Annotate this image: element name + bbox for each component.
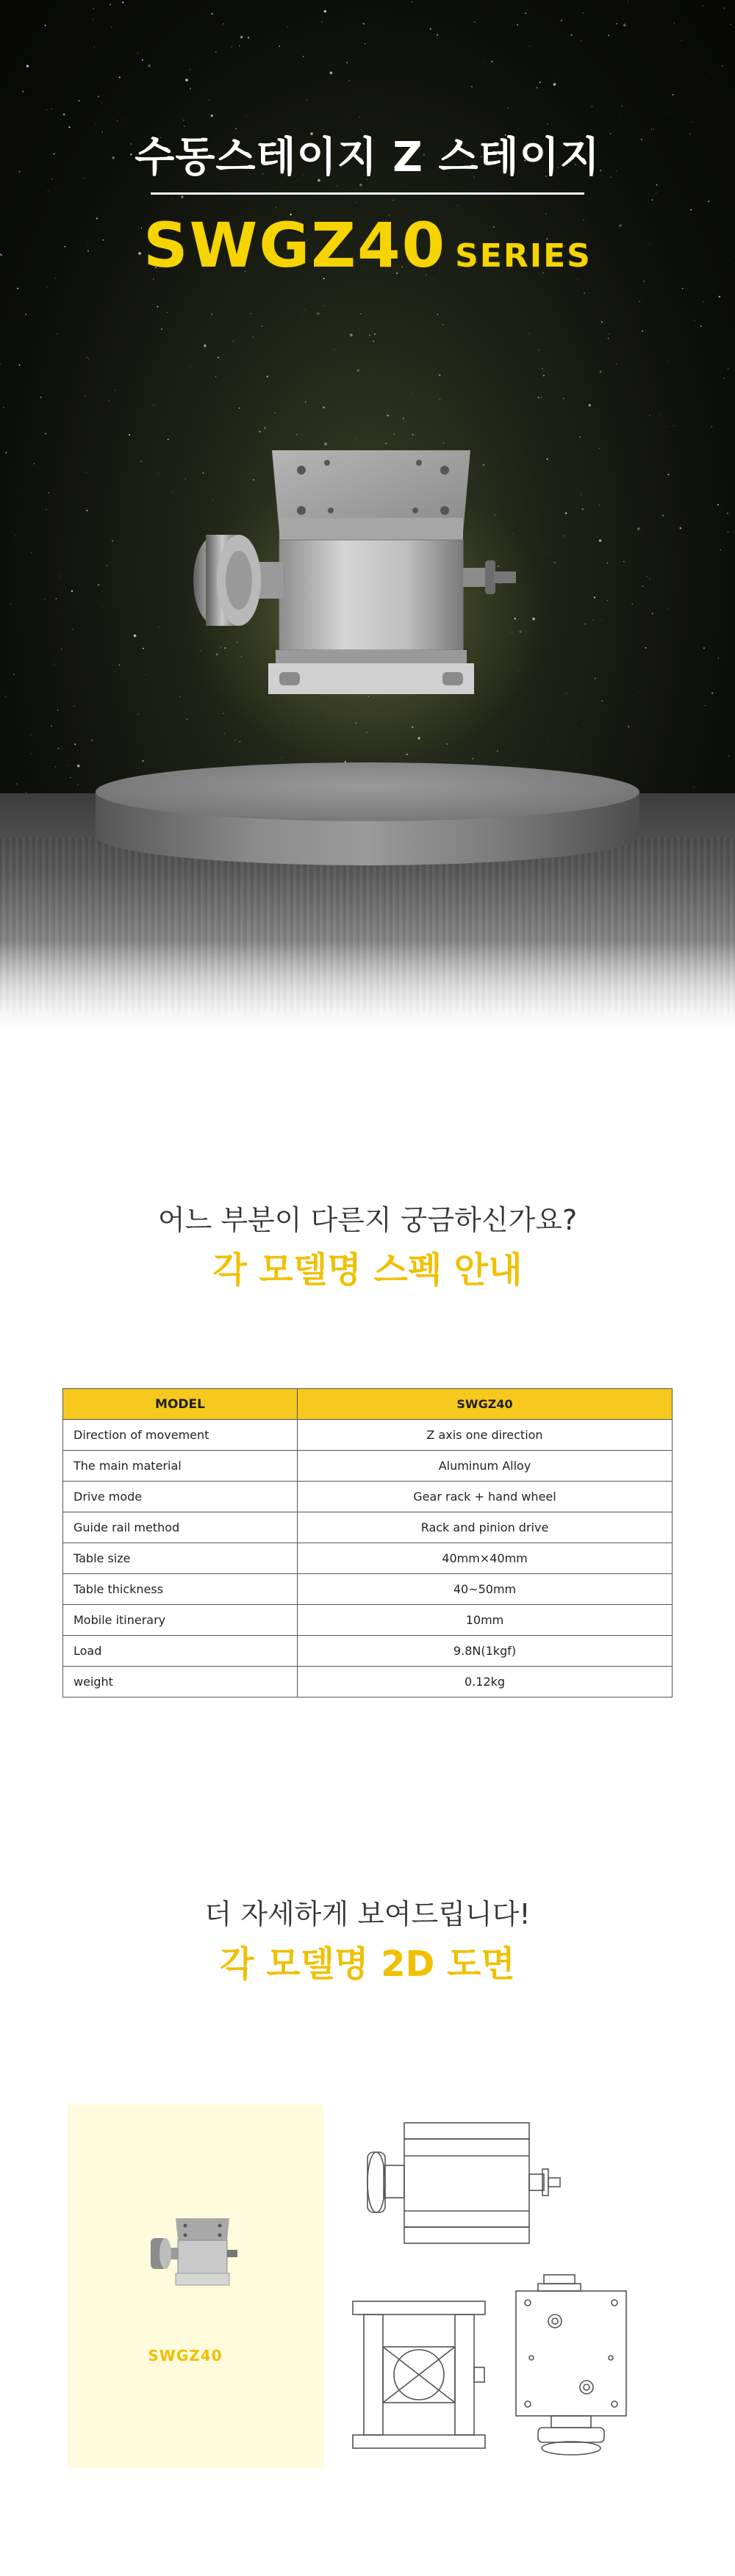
hero-title: 수동스테이지 Z 스테이지 (135, 134, 600, 181)
model-code: SWGZ40 (143, 209, 447, 281)
star (79, 100, 80, 101)
star (601, 700, 603, 701)
star (554, 562, 556, 563)
star (579, 436, 581, 438)
star (601, 322, 603, 323)
star (683, 310, 684, 311)
spec-key: Table thickness (63, 1574, 298, 1605)
spec-key: The main material (63, 1451, 298, 1482)
star (54, 766, 55, 767)
star (301, 312, 302, 313)
star (91, 740, 93, 741)
star (172, 198, 173, 199)
star (668, 608, 669, 609)
star (98, 584, 99, 585)
star (142, 59, 143, 61)
star (138, 714, 139, 715)
spec-value: 9.8N(1kgf) (298, 1636, 673, 1667)
star (240, 36, 243, 39)
star (114, 483, 115, 484)
star (656, 192, 657, 193)
star (553, 83, 556, 86)
star (711, 426, 712, 427)
table-row (63, 1667, 673, 1698)
star (720, 549, 722, 551)
star (728, 532, 729, 533)
star (711, 692, 713, 693)
spec-table-header-row (63, 1389, 673, 1420)
star (359, 117, 360, 118)
star (142, 760, 143, 762)
star (248, 37, 249, 38)
star (595, 627, 596, 628)
star (303, 56, 304, 57)
star (682, 288, 684, 289)
star (190, 88, 191, 90)
star (74, 706, 75, 707)
star (88, 358, 89, 359)
star (20, 491, 21, 492)
star (211, 13, 212, 15)
star (77, 765, 80, 768)
star (625, 23, 626, 24)
star (204, 344, 207, 347)
star (242, 91, 243, 92)
star (279, 46, 280, 47)
series-label: SERIES (455, 237, 592, 275)
star (61, 649, 62, 650)
star (31, 552, 32, 553)
star (373, 341, 374, 342)
front-view-drawing (353, 2301, 485, 2448)
spec-table (62, 1388, 673, 1698)
star (471, 86, 473, 87)
star (330, 71, 333, 74)
star (264, 62, 265, 63)
star (109, 400, 110, 401)
star (571, 35, 573, 36)
star (714, 67, 715, 68)
star (718, 657, 720, 659)
ground-fade (0, 940, 735, 1043)
star (195, 58, 196, 59)
star (239, 408, 240, 409)
star (652, 613, 653, 614)
star (728, 368, 729, 369)
star (565, 513, 567, 514)
star (540, 397, 542, 398)
star (491, 61, 492, 62)
star (183, 120, 184, 121)
spec-question: 어느 부분이 다른지 궁금하신가요? (157, 1204, 578, 1236)
star (442, 324, 444, 325)
star (10, 604, 11, 605)
star (595, 678, 596, 679)
star (157, 306, 158, 307)
star (539, 82, 541, 83)
star (13, 674, 15, 675)
star (674, 23, 675, 24)
star (22, 90, 24, 92)
top-view-drawing (516, 2275, 626, 2455)
star (508, 107, 509, 109)
table-row (63, 1574, 673, 1605)
star (346, 62, 348, 63)
star (275, 412, 276, 413)
star (564, 535, 565, 537)
star (134, 635, 137, 638)
star (623, 561, 625, 563)
star (719, 296, 720, 297)
star (57, 333, 58, 334)
star (652, 199, 653, 201)
star (60, 576, 61, 577)
spec-value: Gear rack + hand wheel (298, 1482, 673, 1512)
star (403, 418, 404, 419)
star (592, 620, 594, 621)
star (722, 65, 723, 66)
star (474, 22, 475, 23)
side-view-drawing (368, 2123, 560, 2243)
star (209, 99, 210, 101)
star (66, 419, 67, 420)
star (323, 407, 324, 408)
star (579, 753, 580, 754)
star (40, 397, 42, 398)
drawing-heading: 각 모델명 2D 도면 (220, 1944, 515, 1985)
star (723, 378, 724, 379)
star (623, 24, 626, 27)
table-row (63, 1605, 673, 1636)
star (129, 434, 130, 436)
table-row (63, 1636, 673, 1667)
star (74, 743, 76, 745)
star (609, 333, 610, 335)
star (363, 23, 365, 24)
star (647, 576, 648, 577)
spec-key: Guide rail method (63, 1512, 298, 1543)
star (616, 24, 617, 25)
star (645, 647, 647, 649)
spec-key: Drive mode (63, 1482, 298, 1512)
star (16, 783, 18, 784)
spec-header-model: MODEL (63, 1389, 298, 1420)
star (110, 4, 111, 5)
hero-model-name (0, 209, 735, 281)
star (622, 106, 623, 107)
star (317, 312, 320, 315)
star (51, 108, 52, 109)
spec-key: weight (63, 1667, 298, 1698)
star (437, 314, 438, 315)
spec-value: Aluminum Alloy (298, 1451, 673, 1482)
star (323, 305, 324, 306)
star (151, 572, 152, 573)
table-row (63, 1420, 673, 1451)
star (145, 674, 146, 675)
star (117, 120, 118, 121)
spec-value: 40~50mm (298, 1574, 673, 1605)
pedestal-top (96, 762, 639, 821)
star (680, 527, 681, 529)
spec-value: 10mm (298, 1605, 673, 1636)
star (239, 46, 240, 47)
star (374, 333, 376, 335)
star (70, 777, 71, 779)
star (190, 69, 191, 71)
spec-key: Direction of movement (63, 1420, 298, 1451)
star (122, 1, 123, 3)
star (639, 300, 640, 302)
star (387, 415, 389, 416)
spec-header-value: SWGZ40 (298, 1389, 673, 1420)
table-row (63, 1451, 673, 1482)
star (705, 705, 706, 707)
star (252, 336, 254, 338)
star (589, 404, 592, 407)
star (708, 201, 709, 202)
star (671, 745, 672, 746)
star (227, 381, 228, 382)
star (703, 5, 704, 7)
star (653, 375, 654, 376)
star (148, 65, 151, 68)
star (58, 748, 60, 749)
hero-divider (151, 192, 584, 195)
star (5, 452, 7, 453)
star (287, 26, 288, 27)
star (140, 461, 141, 462)
star (700, 325, 702, 327)
star (233, 341, 234, 342)
star (85, 395, 86, 397)
star (102, 607, 103, 608)
star (566, 693, 567, 694)
star (608, 35, 609, 36)
star (267, 375, 268, 377)
spec-key: Load (63, 1636, 298, 1667)
star (44, 599, 46, 600)
star (215, 76, 216, 77)
star (359, 184, 362, 187)
star (637, 527, 640, 530)
star (439, 375, 440, 376)
star (26, 65, 29, 68)
star (437, 34, 438, 35)
star (360, 313, 362, 314)
star (306, 99, 308, 101)
star (143, 648, 144, 649)
star (667, 474, 669, 475)
star (34, 463, 35, 464)
spec-value: Rack and pinion drive (298, 1512, 673, 1543)
star (19, 364, 21, 366)
star (245, 116, 246, 117)
star (119, 76, 121, 78)
star (93, 8, 94, 10)
star (584, 292, 585, 294)
star (47, 287, 48, 288)
star (649, 414, 650, 416)
star (153, 405, 154, 406)
star (608, 338, 609, 339)
star (561, 20, 562, 21)
star (642, 390, 643, 391)
star (215, 376, 217, 378)
star (98, 95, 99, 97)
star (105, 550, 106, 551)
star (582, 508, 584, 510)
star (662, 515, 664, 516)
star (477, 72, 478, 73)
star (215, 51, 217, 53)
star (482, 410, 483, 411)
star (607, 563, 609, 564)
star (5, 696, 6, 697)
spec-heading: 각 모델명 스펙 안내 (212, 1249, 523, 1291)
star (393, 200, 394, 201)
star (601, 619, 602, 620)
star (673, 94, 674, 95)
star (563, 398, 564, 400)
star (321, 21, 323, 23)
star (649, 578, 650, 580)
star (703, 647, 705, 649)
table-row (63, 1512, 673, 1543)
star (112, 119, 113, 120)
star (76, 555, 77, 556)
table-row (63, 1482, 673, 1512)
star (25, 314, 26, 315)
star (642, 585, 643, 587)
star (703, 301, 704, 302)
star (56, 598, 57, 599)
star (583, 724, 584, 725)
star (3, 407, 4, 408)
spec-value: 40mm×40mm (298, 1543, 673, 1574)
star (390, 200, 391, 201)
star (525, 12, 526, 14)
star (137, 53, 138, 54)
star (211, 115, 214, 118)
star (538, 397, 539, 398)
star (606, 600, 608, 602)
star (537, 87, 538, 88)
star (598, 448, 600, 450)
star (218, 357, 219, 358)
star (632, 603, 634, 605)
star (638, 692, 639, 693)
star (542, 368, 543, 369)
star (86, 510, 87, 511)
hero-banner (0, 0, 735, 1043)
spec-key: Table size (63, 1543, 298, 1574)
star (642, 331, 643, 332)
spec-value: Z axis one direction (298, 1420, 673, 1451)
star (71, 591, 73, 592)
star (167, 312, 168, 313)
product-thumbnail (145, 2207, 240, 2310)
star (185, 79, 188, 82)
star (112, 541, 113, 542)
star (94, 47, 95, 48)
2d-technical-drawing (323, 2104, 658, 2468)
star (728, 755, 730, 757)
table-row (63, 1543, 673, 1574)
star (598, 504, 600, 505)
star (628, 726, 629, 727)
star (673, 425, 674, 426)
star (17, 288, 18, 289)
star (304, 309, 305, 310)
star (134, 42, 135, 43)
star (543, 375, 545, 376)
star (324, 10, 327, 13)
star (517, 24, 518, 26)
drawing-question: 더 자세하게 보여드립니다! (204, 1898, 531, 1930)
star (350, 333, 353, 336)
star (45, 433, 46, 434)
star (583, 12, 584, 13)
spec-value: 0.12kg (298, 1667, 673, 1698)
spec-key: Mobile itinerary (63, 1605, 298, 1636)
star (264, 427, 265, 429)
star (48, 191, 49, 192)
star (594, 596, 595, 598)
star (600, 371, 601, 372)
star (305, 401, 306, 403)
star (181, 195, 184, 198)
star (717, 504, 719, 505)
star (161, 328, 162, 330)
star (63, 114, 65, 115)
star (261, 325, 262, 327)
star (46, 109, 47, 110)
star (348, 80, 350, 82)
star (693, 72, 694, 73)
star (98, 354, 99, 355)
star (44, 24, 46, 26)
z-stage-product-image (154, 430, 537, 724)
star (369, 334, 370, 336)
star (599, 539, 602, 542)
star (656, 184, 658, 186)
star (356, 369, 359, 372)
star (211, 314, 212, 315)
star (111, 26, 112, 27)
star (430, 28, 431, 29)
star (68, 765, 69, 766)
star (356, 202, 357, 203)
star (730, 24, 731, 26)
star (723, 7, 725, 9)
star (711, 72, 712, 73)
star (51, 726, 52, 727)
star (546, 458, 548, 460)
drawing-panel (68, 2104, 658, 2468)
thumbnail-label: SWGZ40 (148, 2347, 223, 2364)
